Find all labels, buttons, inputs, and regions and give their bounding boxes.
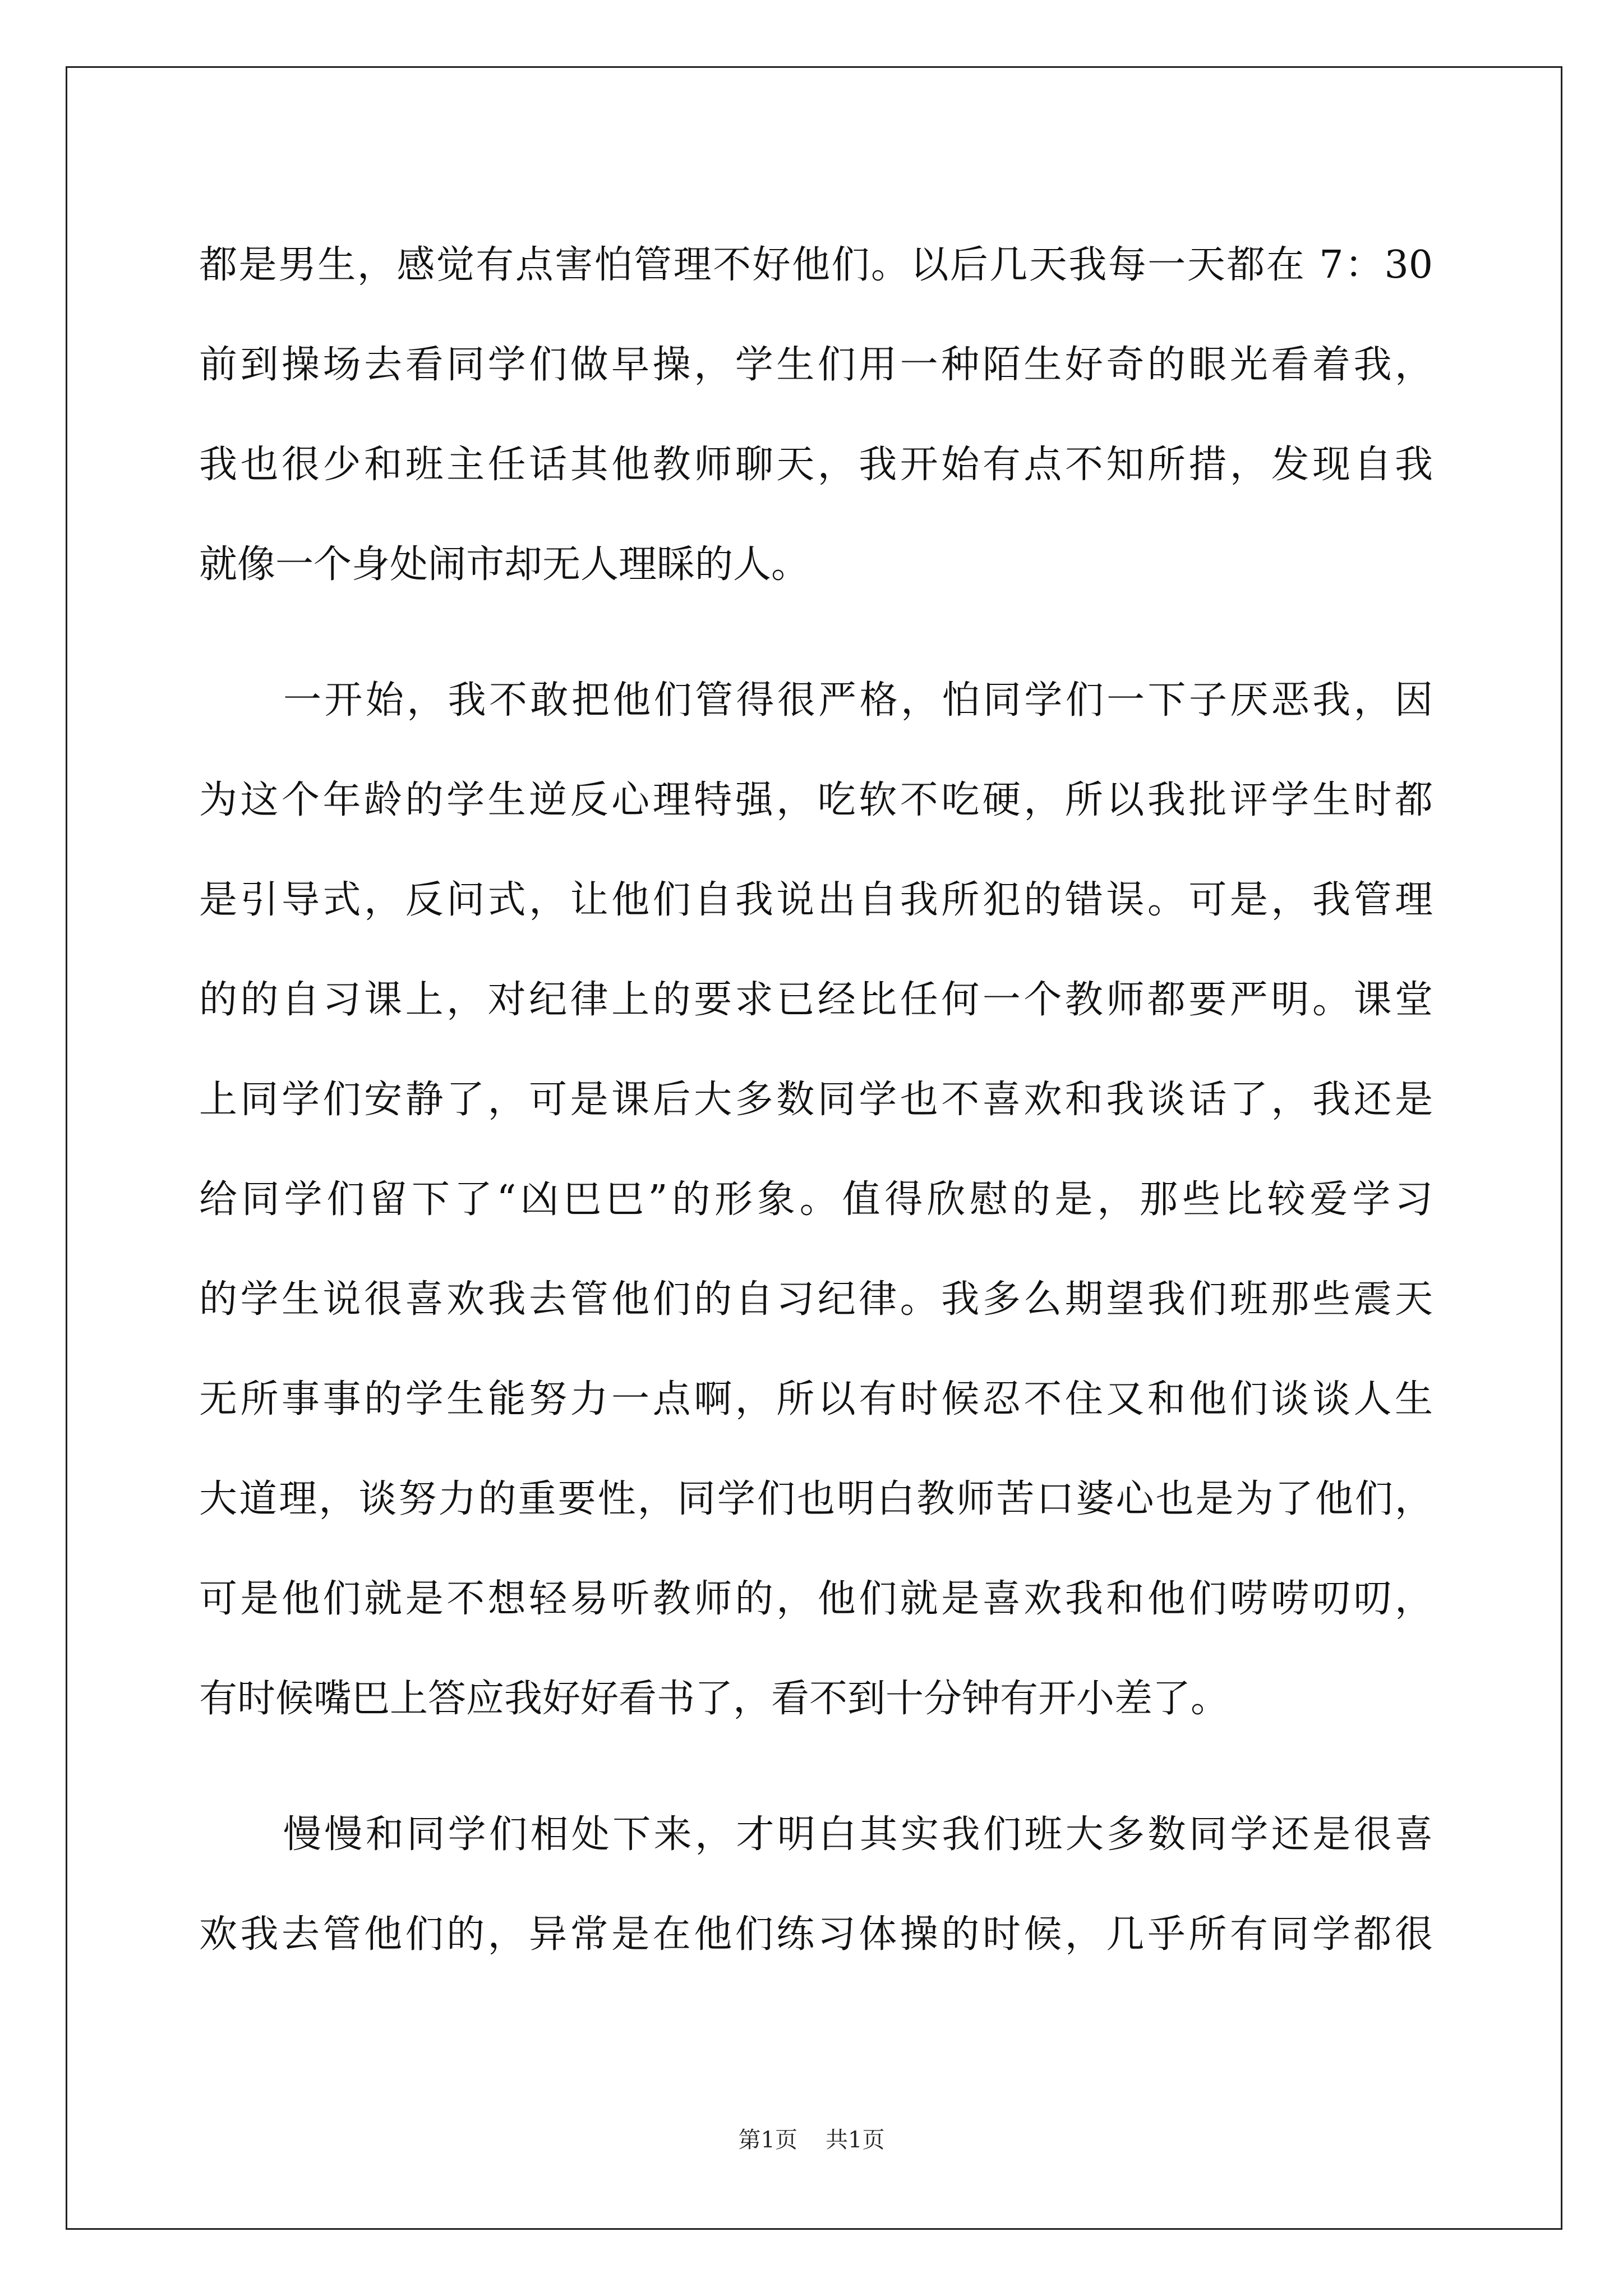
text-line: 一开始，我不敢把他们管得很严格，怕同学们一下子厌恶我，因 — [283, 678, 1433, 723]
page-footer — [0, 2122, 1623, 2154]
text-line: 慢慢和同学们相处下来，才明白其实我们班大多数同学还是很喜 — [283, 1812, 1433, 1857]
text-line: 有时候嘴巴上答应我好好看书了，看不到十分钟有开小差了。 — [199, 1677, 1229, 1721]
text-line: 是引导式，反问式，让他们自我说出自我所犯的错误。可是，我管理 — [199, 878, 1433, 922]
text-line: 无所事事的学生能努力一点啊，所以有时候忍不住又和他们谈谈人生 — [199, 1377, 1433, 1421]
text-line: 可是他们就是不想轻易听教师的，他们就是喜欢我和他们唠唠叨叨， — [199, 1577, 1433, 1621]
text-line: 都是男生，感觉有点害怕管理不好他们。以后几天我每一天都在 7：30 — [199, 243, 1433, 287]
text-line: 前到操场去看同学们做早操，学生们用一种陌生好奇的眼光看着我， — [199, 343, 1433, 387]
text-line: 就像一个身处闹市却无人理睬的人。 — [199, 542, 810, 587]
text-line: 上同学们安静了，可是课后大多数同学也不喜欢和我谈话了，我还是 — [199, 1078, 1433, 1122]
paragraph-gap — [199, 615, 1433, 651]
text-line: 我也很少和班主任话其他教师聊天，我开始有点不知所措，发现自我 — [199, 443, 1433, 487]
text-line: 的学生说很喜欢我去管他们的自习纪律。我多么期望我们班那些震天 — [199, 1277, 1433, 1322]
paragraph-gap — [199, 1749, 1433, 1785]
text-line: 给同学们留下了“凶巴巴”的形象。值得欣慰的是，那些比较爱学习 — [199, 1177, 1433, 1222]
text-line: 大道理，谈努力的重要性，同学们也明白教师苦口婆心也是为了他们， — [199, 1477, 1433, 1521]
document-body — [199, 215, 1433, 1985]
text-line: 欢我去管他们的，异常是在他们练习体操的时候，几乎所有同学都很 — [199, 1912, 1433, 1957]
page-total: 共1页 — [826, 2127, 885, 2153]
page-number: 第1页 — [738, 2127, 797, 2153]
text-line: 为这个年龄的学生逆反心理特强，吃软不吃硬，所以我批评学生时都 — [199, 778, 1433, 822]
text-line: 的的自习课上，对纪律上的要求已经比任何一个教师都要严明。课堂 — [199, 978, 1433, 1022]
